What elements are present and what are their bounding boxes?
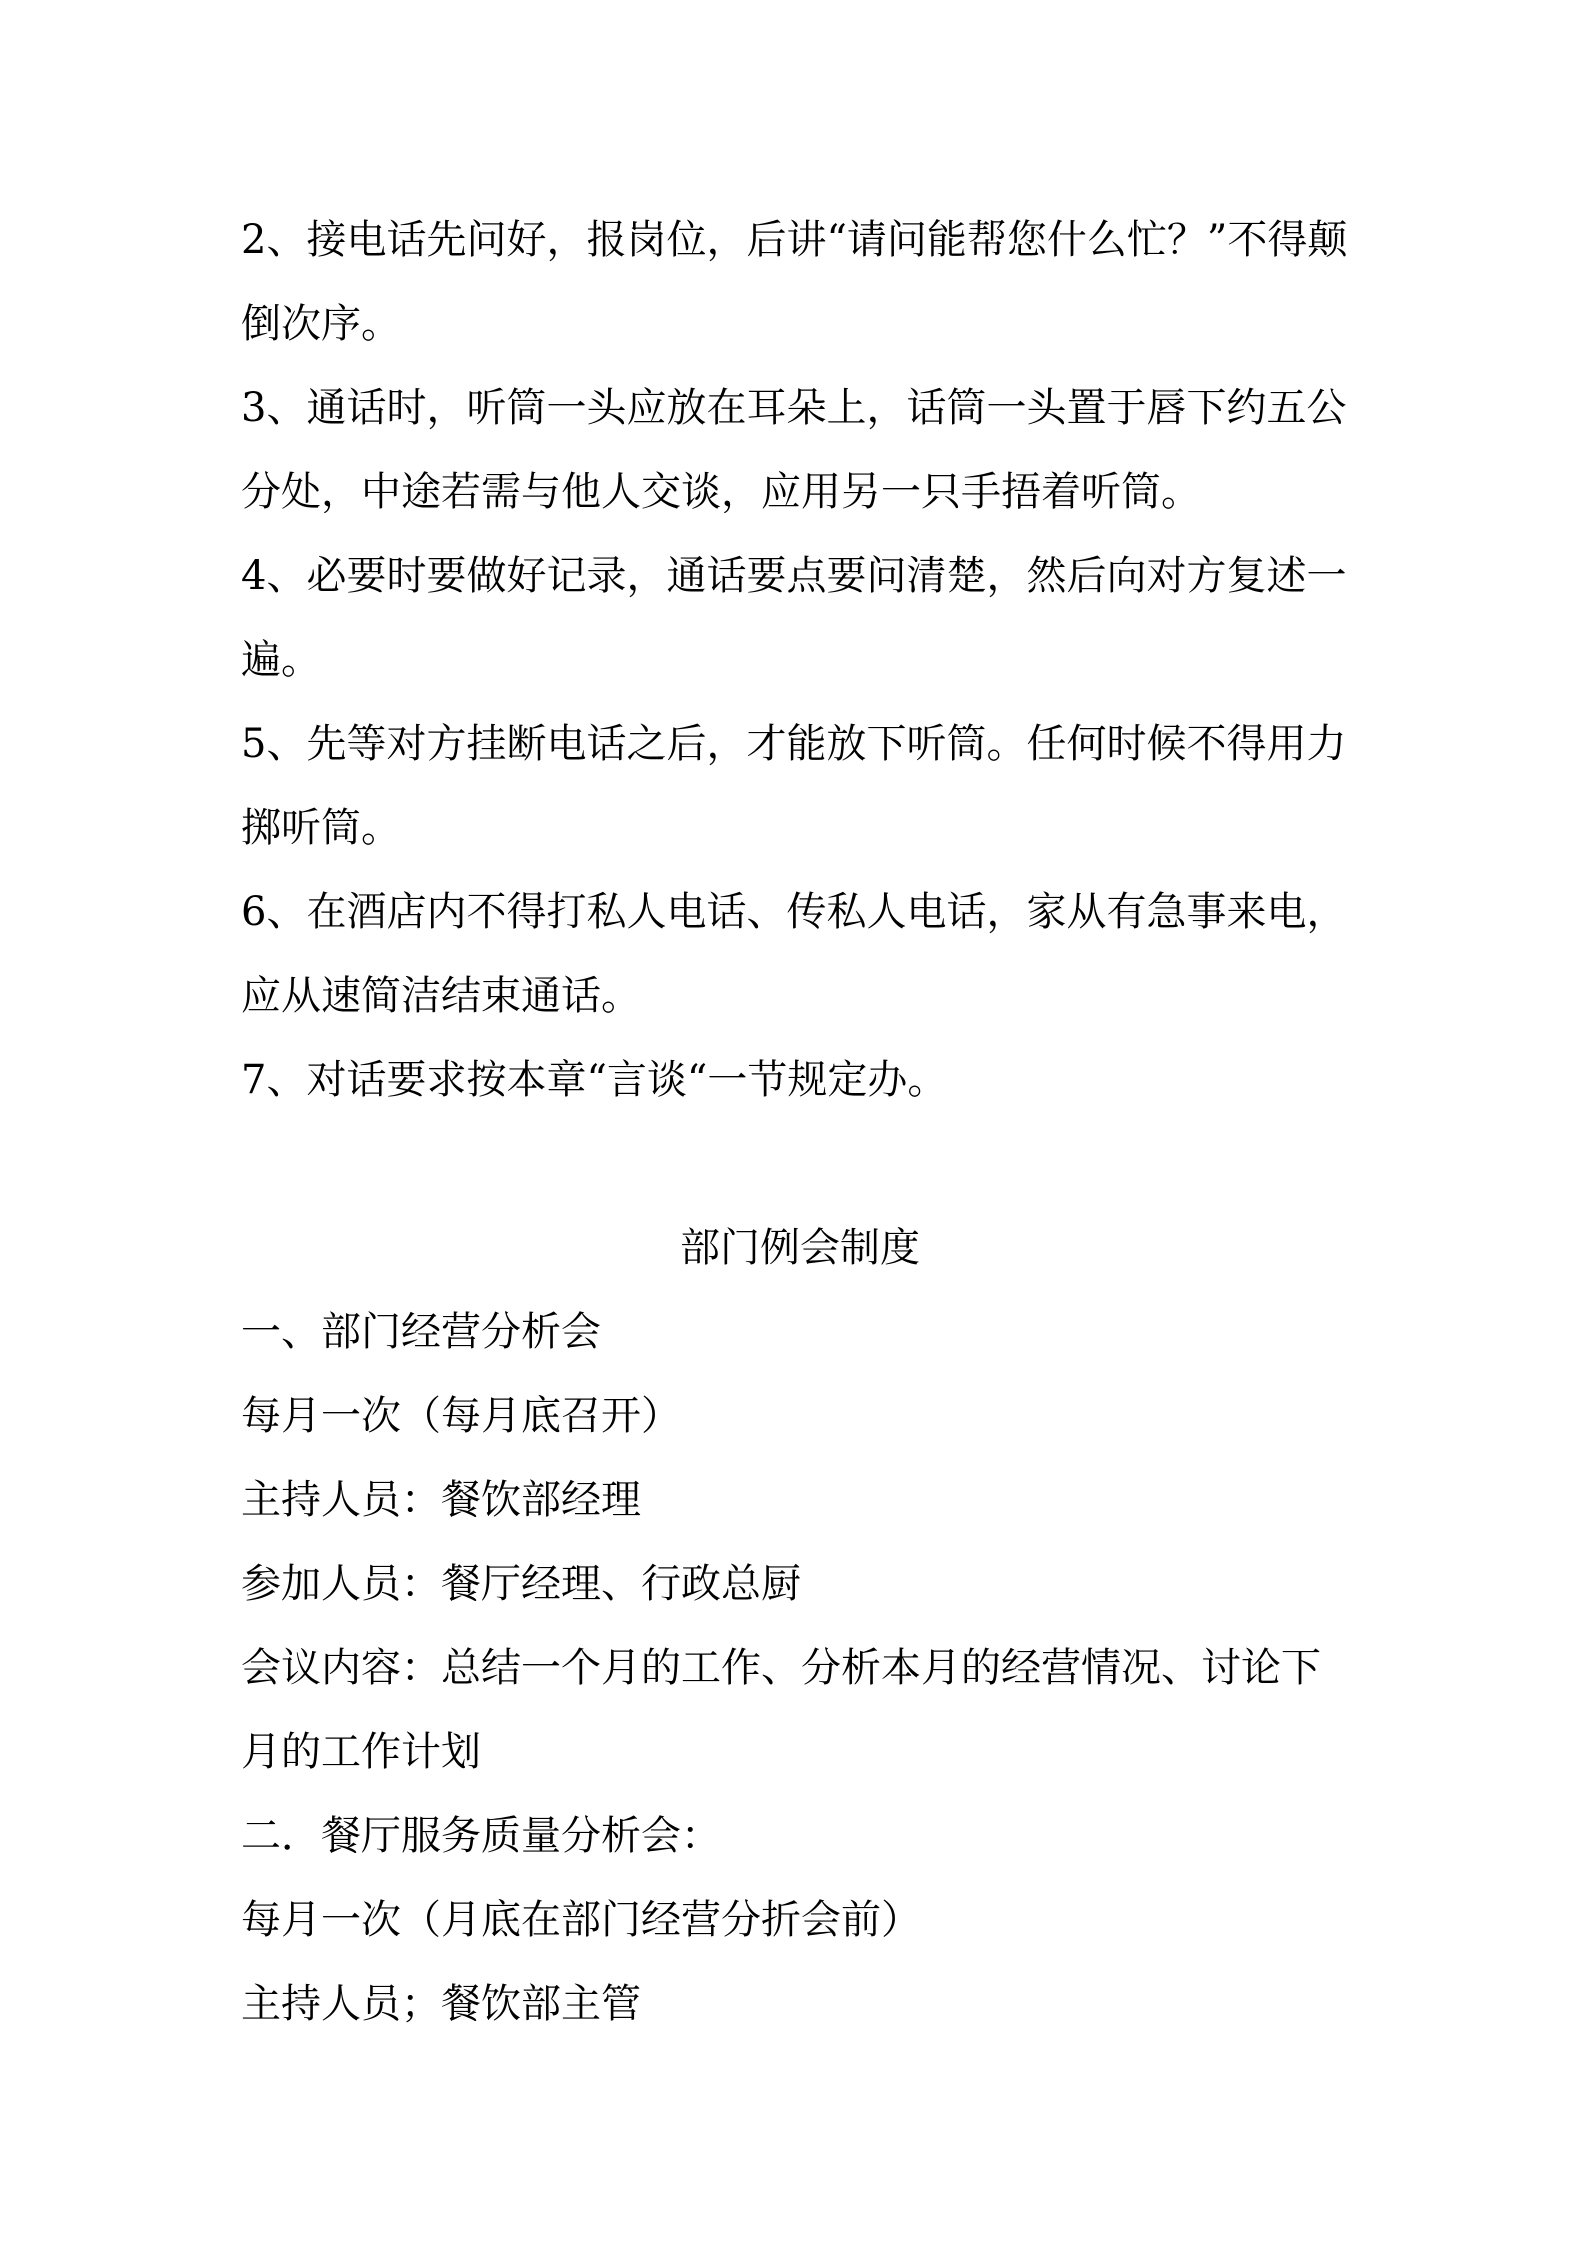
meeting1-frequency: 每月一次（每月底召开） — [241, 1393, 681, 1439]
meeting2-heading: 二．餐厅服务质量分析会： — [241, 1813, 721, 1859]
meeting1-participants: 参加人员：餐厅经理、行政总厨 — [241, 1561, 801, 1607]
phone-rule-2: 2、接电话先问好，报岗位，后讲“请问能帮您什么忙？”不得颠倒次序。 — [241, 217, 1348, 347]
phone-rule-3: 3、通话时，听筒一头应放在耳朵上，话筒一头置于唇下约五公分处，中途若需与他人交谈，应用另一只手捂着听筒。 — [241, 385, 1347, 515]
meeting1-heading: 一、部门经营分析会 — [241, 1309, 601, 1355]
phone-rule-7: 7、对话要求按本章“言谈“一节规定办。 — [241, 1057, 948, 1103]
meeting1-content: 会议内容：总结一个月的工作、分析本月的经营情况、讨论下月的工作计划 — [241, 1645, 1321, 1775]
phone-rule-6: 6、在酒店内不得打私人电话、传私人电话，家从有急事来电，应从速简洁结束通话。 — [241, 889, 1347, 1019]
meeting1-host: 主持人员：餐饮部经理 — [241, 1477, 641, 1523]
phone-rule-5: 5、先等对方挂断电话之后，才能放下听筒。任何时候不得用力掷听筒。 — [241, 721, 1347, 851]
meeting2-frequency: 每月一次（月底在部门经营分折会前） — [241, 1897, 921, 1943]
document-body — [241, 198, 1359, 2046]
meeting2-host: 主持人员；餐饮部主管 — [241, 1981, 641, 2027]
section-title: 部门例会制度 — [680, 1225, 920, 1271]
section-spacer — [241, 1122, 1359, 1206]
phone-rule-4: 4、必要时要做好记录，通话要点要问清楚，然后向对方复述一遍。 — [241, 553, 1347, 683]
